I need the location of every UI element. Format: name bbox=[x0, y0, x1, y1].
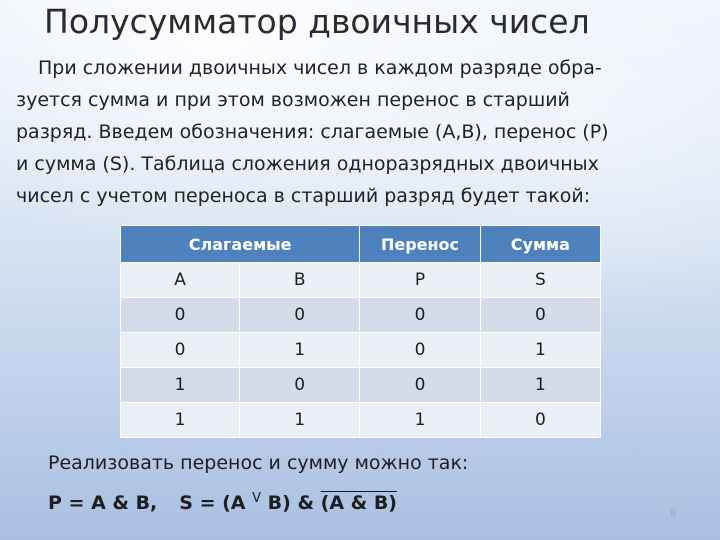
table-cell: 0 bbox=[121, 333, 240, 368]
formula-sum-lhs: S = (A bbox=[179, 492, 246, 514]
table-cell: 1 bbox=[480, 333, 600, 368]
table-cell: 0 bbox=[121, 298, 240, 333]
formula-carry: P = A & B, bbox=[48, 492, 158, 514]
table-cell: B bbox=[240, 263, 360, 298]
realize-text: Реализовать перенос и сумму можно так: bbox=[48, 452, 469, 474]
table-cell: 0 bbox=[360, 333, 480, 368]
table-cell: 0 bbox=[240, 368, 360, 403]
header-carry: Перенос bbox=[360, 226, 480, 263]
table-cell: 0 bbox=[360, 368, 480, 403]
table-cell: 0 bbox=[360, 298, 480, 333]
intro-line: чисел с учетом переноса в старший разряд будет такой: bbox=[16, 185, 591, 207]
table-row bbox=[121, 263, 601, 298]
table-cell: 1 bbox=[480, 368, 600, 403]
table-cell: 1 bbox=[121, 368, 240, 403]
table-cell: 1 bbox=[240, 403, 360, 438]
formula-negated-term: (A & B) bbox=[320, 492, 397, 514]
formula bbox=[48, 488, 397, 521]
table-cell: 0 bbox=[480, 403, 600, 438]
or-symbol: V bbox=[252, 491, 262, 506]
intro-line: и сумма (S). Таблица сложения одноразрядных двоичных bbox=[16, 153, 599, 175]
table-cell: 0 bbox=[480, 298, 600, 333]
table-cell: 0 bbox=[240, 298, 360, 333]
table-row bbox=[121, 333, 601, 368]
slide-title: Полусумматор двоичных чисел bbox=[44, 2, 590, 41]
table-cell: A bbox=[121, 263, 240, 298]
intro-line: зуется сумма и при этом возможен перенос в старший bbox=[16, 89, 570, 111]
intro-line: При сложении двоичных чисел в каждом разряде обра- bbox=[38, 57, 602, 79]
table-cell: 1 bbox=[240, 333, 360, 368]
table-header-row bbox=[121, 226, 601, 263]
table-cell: P bbox=[360, 263, 480, 298]
table-row bbox=[121, 298, 601, 333]
table-cell: S bbox=[480, 263, 600, 298]
table-row bbox=[121, 368, 601, 403]
intro-line: разряд. Введем обозначения: слагаемые (A,B), перенос (P) bbox=[16, 121, 609, 143]
page-number: 8 bbox=[670, 508, 677, 519]
half-adder-truth-table bbox=[120, 225, 601, 438]
header-sum: Сумма bbox=[480, 226, 600, 263]
table-cell: 1 bbox=[121, 403, 240, 438]
table-cell: 1 bbox=[360, 403, 480, 438]
intro-paragraph bbox=[16, 52, 706, 212]
formula-sum-mid: B) & bbox=[267, 492, 321, 514]
header-addends: Слагаемые bbox=[121, 226, 360, 263]
table-row bbox=[121, 403, 601, 438]
